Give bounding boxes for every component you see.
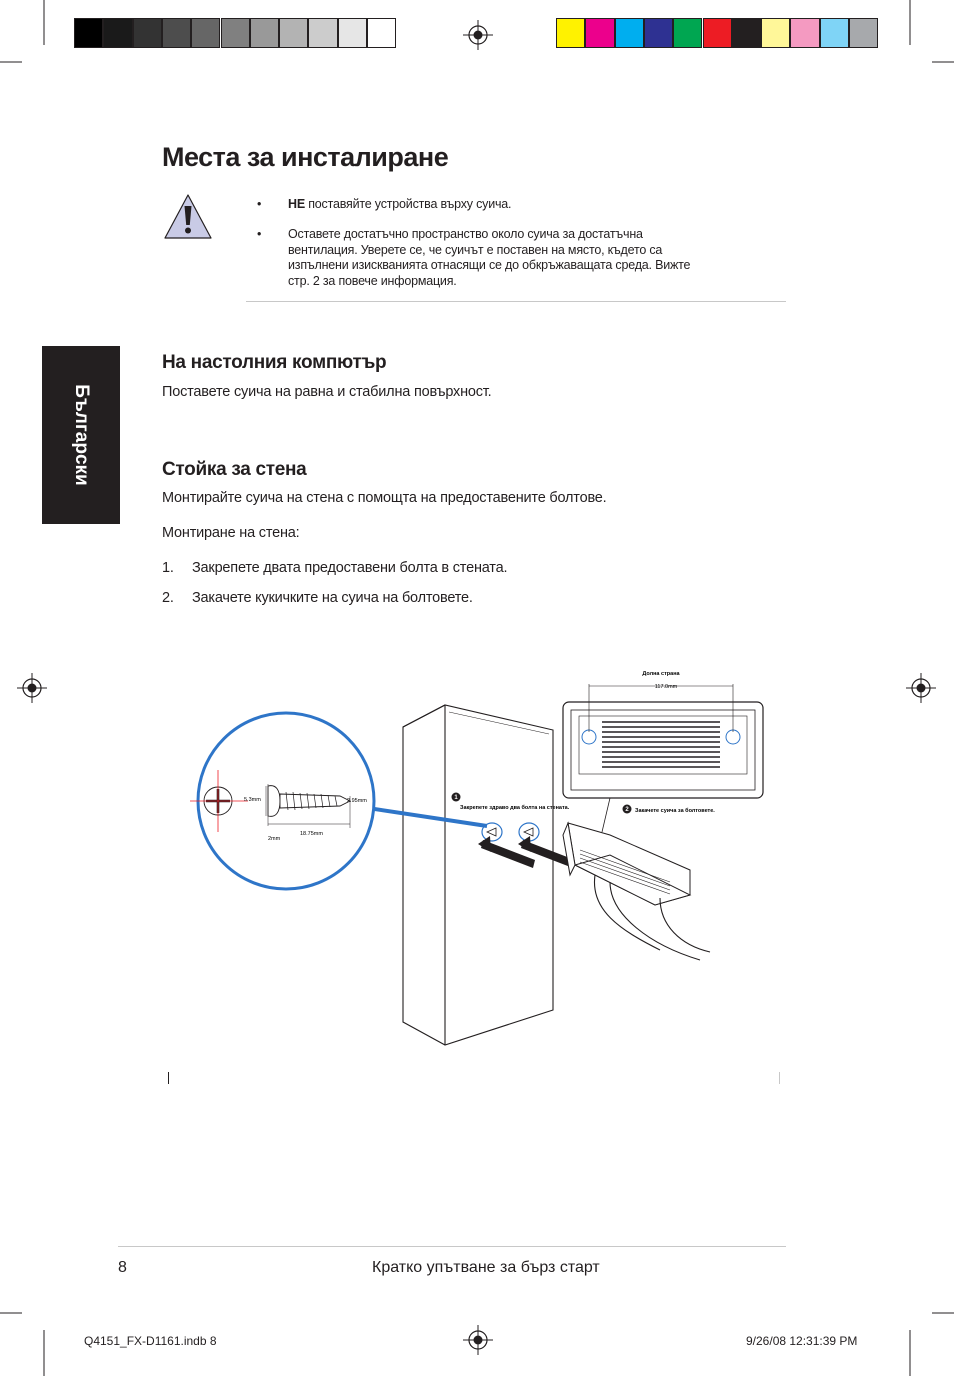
step-number: 2. (162, 590, 174, 606)
screw-magnifier (190, 713, 374, 889)
step-2-number: 2 (625, 807, 629, 813)
page-number: 8 (118, 1259, 127, 1276)
caution-icon (162, 192, 214, 242)
switch-drawing (563, 823, 690, 905)
desktop-heading: На настолния компютър (162, 352, 387, 373)
calibration-swatch (732, 18, 761, 48)
dim-length-label: 18.75mm (300, 831, 323, 837)
calibration-swatch (849, 18, 878, 48)
calibration-swatch (820, 18, 849, 48)
slug-file: Q4151_FX-D1161.indb 8 (84, 1334, 217, 1348)
caution-bullet-2: Оставете достатъчно пространство около суича за достатъчна вентилация. Уверете се, че суичът е поставен на място, където са изпълнени изискванията отнасящи се до обкръжаващата среда. Вижте стр. 2 за повече информация. (288, 227, 691, 288)
wall-drawing (403, 705, 553, 1045)
calibration-swatch (556, 18, 585, 48)
wall-mount-illustration (190, 660, 780, 1060)
calibration-swatch (673, 18, 702, 48)
calibration-swatch (367, 18, 396, 48)
screw-spacing-label: 117.0mm (654, 684, 678, 690)
calibration-swatch (790, 18, 819, 48)
footer-divider (118, 1246, 786, 1247)
wall-text: Монтирайте суича на стена с помощта на предоставените болтове. (162, 490, 607, 506)
step-1-number: 1 (454, 795, 458, 801)
calibration-swatch (162, 18, 191, 48)
crop-mark (779, 1072, 780, 1084)
side-tab-label: Български (71, 384, 92, 486)
calibration-swatch (103, 18, 132, 48)
bullet-marker: • (257, 197, 262, 211)
wall-subheading: Монтиране на стена: (162, 525, 300, 541)
step-2-caption: Закачете суича за болтовете. (635, 808, 715, 814)
crop-mark (168, 1072, 169, 1084)
caution-divider (246, 301, 786, 302)
calibration-swatch (250, 18, 279, 48)
calibration-swatch (338, 18, 367, 48)
footer-title: Кратко упътване за бърз старт (372, 1259, 600, 1276)
calibration-swatch (585, 18, 614, 48)
calibration-swatch (308, 18, 337, 48)
calibration-swatch (279, 18, 308, 48)
slug-timestamp: 9/26/08 12:31:39 PM (746, 1334, 858, 1348)
calibration-swatch (191, 18, 220, 48)
step-1-caption: Закрепете здраво два болта на стената. (460, 805, 570, 811)
step-text: Закачете кукичките на суича на болтовете. (192, 590, 473, 606)
registration-mark-bottom-icon (463, 1325, 493, 1355)
bullet-marker: • (257, 227, 262, 241)
language-side-tab (42, 346, 120, 524)
step-number: 1. (162, 560, 174, 576)
calibration-swatch (74, 18, 103, 48)
calibration-swatch (703, 18, 732, 48)
calibration-swatch (615, 18, 644, 48)
dim-head-label: 5.3mm (244, 797, 261, 803)
page-title: Места за инсталиране (162, 142, 449, 172)
calibration-swatch (221, 18, 250, 48)
registration-mark-left-icon (17, 673, 47, 703)
desktop-text: Поставете суича на равна и стабилна повърхност. (162, 384, 492, 400)
dim-neck-label: 2mm (268, 836, 281, 842)
dim-thread-label: 2.95mm (347, 798, 367, 804)
step-text: Закрепете двата предоставени болта в стената. (192, 560, 508, 576)
registration-mark-right-icon (906, 673, 936, 703)
wall-heading: Стойка за стена (162, 459, 307, 480)
caution-bullet-1: НЕ поставяйте устройства върху суича. (288, 197, 512, 211)
registration-mark-top-icon (463, 20, 493, 50)
calibration-swatch (644, 18, 673, 48)
calibration-swatch (761, 18, 790, 48)
calibration-swatch (133, 18, 162, 48)
bottom-side-label: Долна страна (642, 671, 680, 677)
